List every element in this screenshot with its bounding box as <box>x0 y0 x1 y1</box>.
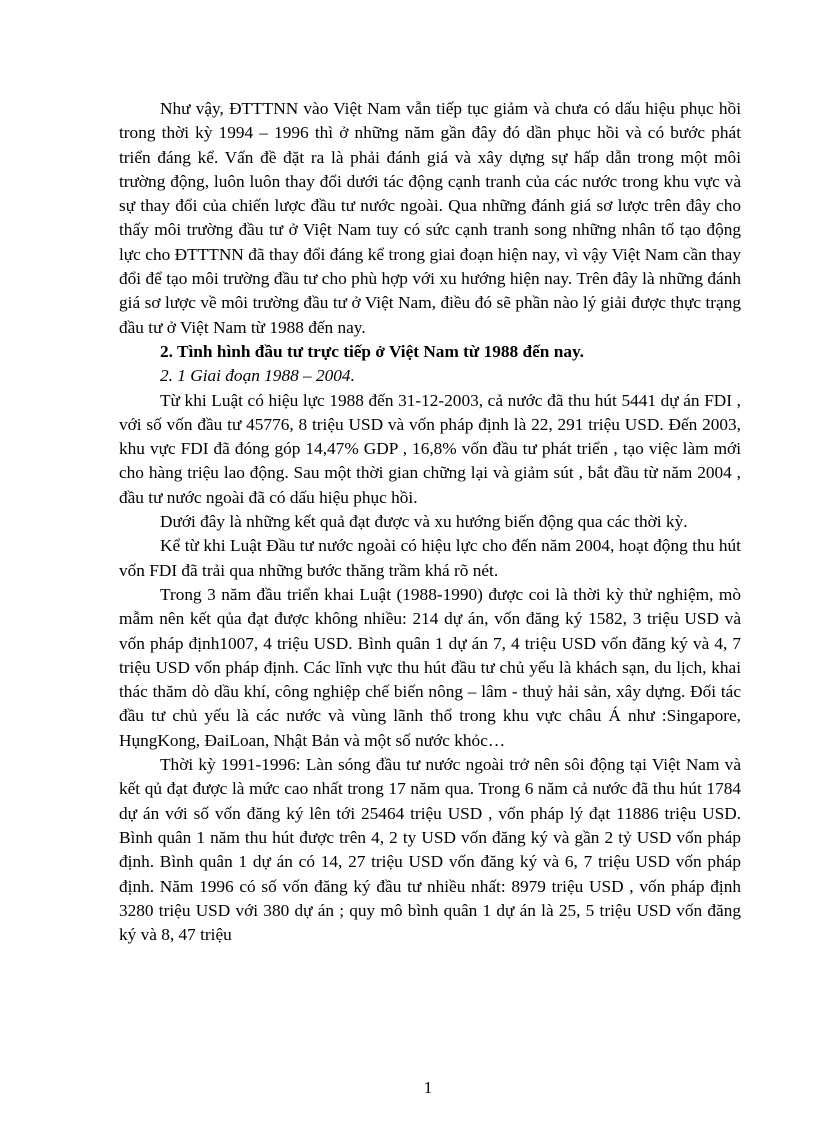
subsection-heading: 2. 1 Giai đoạn 1988 – 2004. <box>160 366 355 386</box>
paragraph-intro: Như vậy, ĐTTTNN vào Việt Nam vẫn tiếp tục giảm và chưa có dấu hiệu phục hồi trong thời kỳ 1994 – 1996 thì ở những năm gần đây đó dần phục hồi và có bước phát triển đáng kể. Vấn đề đặt ra là phải đánh giá và xây dựng sự hấp dẫn trong một môi trường động, luôn luôn thay đổi dưới tác động cạnh tranh của các nước trong khu vực và sự thay đổi của chiến lược đầu tư nước ngoài. Qua những đánh giá sơ lược trên đây cho thấy môi trường đầu tư ở Việt Nam tuy có sức cạnh tranh song những nhân tố tạo động lực cho ĐTTTNN đã thay đổi đáng kể trong giai đoạn hiện nay, vì vậy Việt Nam cần thay đổi để tạo môi trường đầu tư cho phù hợp với xu hướng hiện nay. Trên đây là những đánh giá sơ lược về môi trường đầu tư ở Việt Nam, điều đó sẽ phần nào lý giải được thực trạng đầu tư ở Việt Nam từ 1988 đến nay. <box>119 99 741 337</box>
paragraph-fdi-overview: Từ khi Luật có hiệu lực 1988 đến 31-12-2003, cả nước đã thu hút 5441 dự án FDI , với số vốn đầu tư 45776, 8 triệu USD và vốn pháp định là 22, 291 triệu USD. Đến 2003, khu vực FDI đã đóng góp 14,47% GDP , 16,8% vốn đầu tư phát triển , tạo việc làm mới cho hàng triệu lao động. Sau một thời gian chững lại và giảm sút , bắt đầu từ năm 2004 , đầu tư nước ngoài đã có dấu hiệu phục hồi. <box>119 390 741 507</box>
section-heading: 2. Tình hình đầu tư trực tiếp ở Việt Nam từ 1988 đến nay. <box>160 341 584 361</box>
page-number: 1 <box>423 1078 433 1097</box>
paragraph-period-1988-1990: Trong 3 năm đầu triển khai Luật (1988-1990) được coi là thời kỳ thử nghiệm, mò mẫm nên kết qủa đạt được không nhiều: 214 dự án, vốn đăng ký 1582, 3 triệu USD và vốn pháp định1007, 4 triệu USD. Bình quân 1 dự án 7, 4 triệu USD vốn đăng ký và 4, 7 triệu USD vốn pháp định. Các lĩnh vực thu hút đầu tư chủ yếu là khách sạn, du lịch, khai thác thăm dò dầu khí, công nghiệp chế biến nông – lâm - thuỷ hải sản, xây dựng. Đối tác đầu tư chủ yếu là các nước và vùng lãnh thổ trong khu vực châu Á như :Singapore, HụngKong, ĐaiLoan, Nhật Bản và một số nước khỏc… <box>119 584 741 750</box>
paragraph-law-history: Kể từ khi Luật Đầu tư nước ngoài có hiệu lực cho đến năm 2004, hoạt động thu hút vốn FDI đã trải qua những bước thăng trầm khá rõ nét. <box>119 536 741 580</box>
document-body <box>119 97 741 947</box>
paragraph-period-1991-1996: Thời kỳ 1991-1996: Làn sóng đầu tư nước ngoài trở nên sôi động tại Việt Nam và kết qủ đạt được là mức cao nhất trong 17 năm qua. Trong 6 năm cả nước đã thu hút 1784 dự án với số vốn đăng ký lên tới 25464 triệu USD , vốn pháp lý đạt 11886 triệu USD. Bình quân 1 năm thu hút được trên 4, 2 ty USD vốn đăng ký và gần 2 tỷ USD vốn pháp định. Bình quân 1 dự án có 14, 27 triệu USD vốn đăng ký và 6, 7 triệu USD vốn pháp định. Năm 1996 có số vốn đăng ký đầu tư nhiều nhất: 8979 triệu USD , vốn pháp định 3280 triệu USD với 380 dự án ; quy mô bình quân 1 dự án là 25, 5 triệu USD vốn đăng ký và 8, 47 triệu <box>119 755 741 945</box>
paragraph-results-intro: Dưới đây là những kết quả đạt được và xu hướng biến động qua các thời kỳ. <box>160 512 688 532</box>
